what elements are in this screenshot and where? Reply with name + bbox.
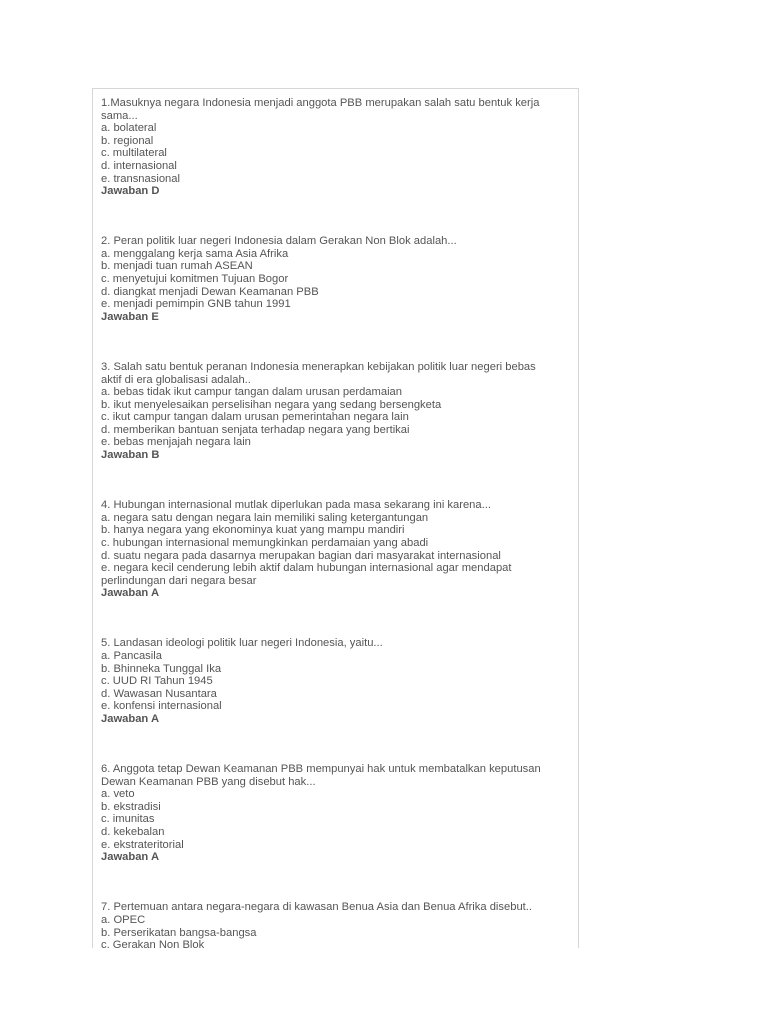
option-c: c. Gerakan Non Blok [101,939,205,948]
option-e-continued: perlindungan dari negara besar [101,574,257,587]
option-d: d. diangkat menjadi Dewan Keamanan PBB [101,285,319,298]
question-text-continued: aktif di era globalisasi adalah.. [101,373,251,386]
option-e: e. bebas menjajah negara lain [101,436,251,449]
question-6 [101,763,571,864]
option-d: d. suatu negara pada dasarnya merupakan bagian dari masyarakat internasional [101,549,501,562]
question-2 [101,235,571,323]
document-page [92,88,579,948]
question-text: 3. Salah satu bentuk peranan Indonesia menerapkan kebijakan politik luar negeri bebas [101,360,536,373]
answer-key: Jawaban A [101,712,160,725]
option-a: a. veto [101,788,135,801]
answer-key: Jawaban E [101,310,159,323]
question-text: 5. Landasan ideologi politik luar negeri Indonesia, yaitu... [101,637,383,650]
option-e: e. ekstrateritorial [101,838,184,851]
question-5 [101,637,571,725]
option-e: e. negara kecil cenderung lebih aktif dalam hubungan internasional agar mendapat [101,562,512,575]
answer-key: Jawaban D [101,185,160,198]
option-a: a. Pancasila [101,650,162,662]
option-b: b. ikut menyelesaikan perselisihan negara yang sedang bersengketa [101,398,442,411]
question-7 [101,901,571,948]
option-b: b. regional [101,134,154,147]
option-d: d. kekebalan [101,826,165,839]
question-text: 4. Hubungan internasional mutlak diperlukan pada masa sekarang ini karena... [101,499,491,512]
option-c: c. imunitas [101,813,155,826]
option-e: e. konfensi internasional [101,700,222,713]
option-c: c. multilateral [101,147,167,160]
option-a: a. negara satu dengan negara lain memiliki saling ketergantungan [101,511,429,524]
option-d: d. memberikan bantuan senjata terhadap negara yang bertikai [101,423,410,436]
option-a: a. OPEC [101,913,146,926]
question-text-continued: Dewan Keamanan PBB yang disebut hak... [101,775,316,788]
quiz-content [101,97,571,948]
option-b: b. Bhinneka Tunggal Ika [101,662,222,675]
question-text: 1.Masuknya negara Indonesia menjadi anggota PBB merupakan salah satu bentuk kerja [101,97,540,109]
question-text-continued: sama... [101,109,138,122]
option-a: a. menggalang kerja sama Asia Afrika [101,247,289,260]
answer-key: Jawaban B [101,449,160,462]
option-c: c. menyetujui komitmen Tujuan Bogor [101,273,289,286]
option-c: c. UUD RI Tahun 1945 [101,675,213,688]
option-a: a. bolateral [101,122,157,135]
question-1 [101,97,571,198]
option-c: c. hubungan internasional memungkinkan perdamaian yang abadi [101,536,429,549]
question-text: 7. Pertemuan antara negara-negara di kawasan Benua Asia dan Benua Afrika disebut.. [101,901,533,914]
option-e: e. transnasional [101,172,180,185]
question-4 [101,499,571,600]
option-b: b. Perserikatan bangsa-bangsa [101,926,257,939]
option-b: b. menjadi tuan rumah ASEAN [101,260,253,273]
question-text: 6. Anggota tetap Dewan Keamanan PBB mempunyai hak untuk membatalkan keputusan [101,763,541,776]
option-d: d. Wawasan Nusantara [101,687,217,700]
option-b: b. ekstradisi [101,800,161,813]
question-3 [101,361,571,462]
option-c: c. ikut campur tangan dalam urusan pemerintahan negara lain [101,411,409,424]
option-b: b. hanya negara yang ekonominya kuat yang mampu mandiri [101,524,405,537]
option-e: e. menjadi pemimpin GNB tahun 1991 [101,298,291,311]
option-a: a. bebas tidak ikut campur tangan dalam urusan perdamaian [101,386,403,399]
answer-key: Jawaban A [101,587,160,600]
question-text: 2. Peran politik luar negeri Indonesia dalam Gerakan Non Blok adalah... [101,235,457,248]
option-d: d. internasional [101,159,177,172]
answer-key: Jawaban A [101,851,160,864]
